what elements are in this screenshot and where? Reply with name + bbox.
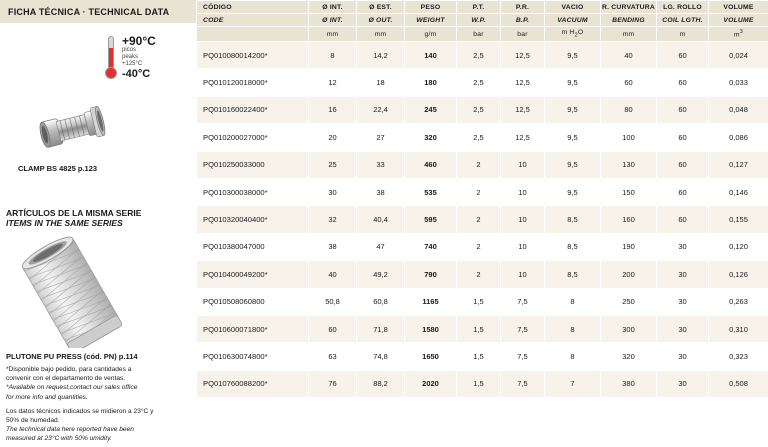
cell-de: 74,8 [357, 343, 405, 370]
cell-peso: 140 [405, 42, 457, 69]
cell-vol: 0,033 [709, 69, 768, 96]
cell-bend: 60 [601, 69, 657, 96]
temperature-range-block [104, 34, 192, 86]
note-line: Los datos técnicos indicados se midieron a 23°C y [6, 407, 154, 415]
cell-peso: 1580 [405, 315, 457, 342]
col-units-coil-length: m [657, 27, 709, 42]
cell-code: PQ010400049200* [197, 261, 309, 288]
cell-bend: 80 [601, 96, 657, 123]
cell-peso: 740 [405, 233, 457, 260]
series-title-es: ARTÍCULOS DE LA MISMA SERIE [6, 208, 142, 218]
cell-de: 14,2 [357, 42, 405, 69]
cell-wp: 2,5 [457, 124, 501, 151]
col-units-inner-diameter: mm [309, 27, 357, 42]
cell-di: 25 [309, 151, 357, 178]
header-row-units [197, 27, 768, 42]
cell-code: PQ010080014200* [197, 42, 309, 69]
table-row [197, 151, 768, 178]
col-header-weight-en: WEIGHT [405, 14, 457, 27]
cell-di: 12 [309, 69, 357, 96]
cell-de: 49,2 [357, 261, 405, 288]
cell-bend: 150 [601, 178, 657, 205]
cell-vol: 0,126 [709, 261, 768, 288]
cell-de: 18 [357, 69, 405, 96]
cell-vol: 0,024 [709, 42, 768, 69]
cell-vac: 9,5 [545, 151, 601, 178]
cell-di: 8 [309, 42, 357, 69]
cell-vol: 0,120 [709, 233, 768, 260]
col-header-inner-diameter-es: Ø INT. [309, 1, 357, 14]
cell-de: 27 [357, 124, 405, 151]
cell-di: 38 [309, 233, 357, 260]
cell-coil: 60 [657, 151, 709, 178]
technical-data-table [196, 0, 768, 398]
technical-data-table-wrap [196, 0, 768, 447]
cell-peso: 245 [405, 96, 457, 123]
cell-di: 20 [309, 124, 357, 151]
table-row [197, 69, 768, 96]
cell-coil: 30 [657, 288, 709, 315]
cell-code: PQ010160022400* [197, 96, 309, 123]
same-series-heading [6, 208, 192, 228]
cell-peso: 535 [405, 178, 457, 205]
peak-temperature-note [122, 47, 142, 68]
table-row [197, 178, 768, 205]
cell-coil: 30 [657, 233, 709, 260]
cell-de: 71,8 [357, 315, 405, 342]
cell-peso: 320 [405, 124, 457, 151]
cell-wp: 2,5 [457, 96, 501, 123]
cell-wp: 1,5 [457, 370, 501, 397]
clamp-fitting-image [28, 96, 124, 158]
thermometer-icon [104, 36, 118, 82]
cell-bend: 100 [601, 124, 657, 151]
cell-vol: 0,155 [709, 206, 768, 233]
cell-vac: 9,5 [545, 96, 601, 123]
table-head [197, 1, 768, 42]
cell-vac: 8,5 [545, 233, 601, 260]
cell-coil: 60 [657, 178, 709, 205]
col-units-vacuum: m $H_2O$ [545, 27, 601, 42]
cell-bp: 12,5 [501, 96, 545, 123]
cell-bp: 12,5 [501, 124, 545, 151]
cell-wp: 2,5 [457, 69, 501, 96]
cell-bp: 10 [501, 233, 545, 260]
note-line: measured at 23°C with 50% umidity. [6, 435, 112, 443]
cell-di: 60 [309, 315, 357, 342]
cell-vac: 9,5 [545, 69, 601, 96]
cell-di: 76 [309, 370, 357, 397]
col-header-vacuum-es: VACIO [545, 1, 601, 14]
note-line: The technical data here reported have been [6, 426, 134, 434]
col-header-working-pressure-en: W.P. [457, 14, 501, 27]
series-title-en: ITEMS IN THE SAME SERIES [6, 218, 123, 228]
col-header-weight-es: PESO [405, 1, 457, 14]
cell-di: 40 [309, 261, 357, 288]
table-row [197, 96, 768, 123]
note-line: 50% de humedad. [6, 417, 60, 425]
table-row [197, 343, 768, 370]
cell-wp: 2 [457, 178, 501, 205]
hose-caption: PLUTONE PU PRESS (cód. PN) p.114 [6, 352, 138, 361]
note-line: convenir con el departamento de ventas. [6, 375, 126, 383]
col-header-coil-length-en: COIL LGTH. [657, 14, 709, 27]
cell-peso: 1165 [405, 288, 457, 315]
col-header-working-pressure-es: P.T. [457, 1, 501, 14]
cell-de: 88,2 [357, 370, 405, 397]
footnotes [6, 366, 196, 445]
cell-coil: 30 [657, 315, 709, 342]
panel-title: FICHA TÉCNICA · TECHNICAL DATA [8, 6, 170, 17]
cell-code: PQ010600071800* [197, 315, 309, 342]
cell-code: PQ010630074800* [197, 343, 309, 370]
cell-coil: 60 [657, 42, 709, 69]
col-units-working-pressure: bar [457, 27, 501, 42]
cell-bend: 320 [601, 343, 657, 370]
col-units-bending-radius: mm [601, 27, 657, 42]
cell-peso: 2020 [405, 370, 457, 397]
col-header-code-es: CÓDIGO [197, 1, 309, 14]
col-header-vacuum-en: VACUUM [545, 14, 601, 27]
col-header-inner-diameter-en: Ø INT. [309, 14, 357, 27]
table-row [197, 261, 768, 288]
cell-code: PQ010300038000* [197, 178, 309, 205]
cell-vol: 0,048 [709, 96, 768, 123]
cell-vol: 0,310 [709, 315, 768, 342]
cell-wp: 2 [457, 233, 501, 260]
cell-bp: 7,5 [501, 288, 545, 315]
max-temperature-label: +90°C [122, 34, 156, 48]
note-line: *Disponible bajo pedido, para cantidades a [6, 366, 132, 373]
cell-di: 63 [309, 343, 357, 370]
cell-bp: 12,5 [501, 42, 545, 69]
cell-vol: 0,127 [709, 151, 768, 178]
cell-di: 32 [309, 206, 357, 233]
cell-code: PQ010320040400* [197, 206, 309, 233]
cell-de: 38 [357, 178, 405, 205]
cell-de: 40,4 [357, 206, 405, 233]
cell-bend: 160 [601, 206, 657, 233]
table-row [197, 288, 768, 315]
table-row [197, 315, 768, 342]
cell-bend: 130 [601, 151, 657, 178]
col-header-bending-radius-en: BENDING [601, 14, 657, 27]
note-line: for more info and quantities. [6, 393, 88, 401]
col-header-burst-pressure-es: P.R. [501, 1, 545, 14]
note-line: *Available on request,contact our sales office [6, 384, 138, 392]
col-header-bending-radius-es: R. CURVATURA [601, 1, 657, 14]
cell-di: 30 [309, 178, 357, 205]
header-row-en [197, 14, 768, 27]
cell-di: 50,8 [309, 288, 357, 315]
col-units-volume: $m^3$ [709, 27, 768, 42]
clamp-caption: CLAMP BS 4825 p.123 [18, 164, 98, 173]
cell-vac: 9,5 [545, 178, 601, 205]
col-header-outer-diameter-en: Ø OUT. [357, 14, 405, 27]
cell-wp: 2,5 [457, 42, 501, 69]
cell-bend: 40 [601, 42, 657, 69]
cell-wp: 1,5 [457, 343, 501, 370]
cell-bp: 10 [501, 178, 545, 205]
cell-wp: 2 [457, 261, 501, 288]
cell-vac: 8 [545, 343, 601, 370]
table-row [197, 42, 768, 69]
cell-bp: 12,5 [501, 69, 545, 96]
cell-coil: 30 [657, 343, 709, 370]
peaks-value: +125°C [122, 61, 143, 67]
cell-code: PQ010380047000 [197, 233, 309, 260]
table-row [197, 233, 768, 260]
cell-peso: 790 [405, 261, 457, 288]
cell-vol: 0,323 [709, 343, 768, 370]
cell-wp: 1,5 [457, 288, 501, 315]
col-header-coil-length-es: LG. ROLLO [657, 1, 709, 14]
col-units-outer-diameter: mm [357, 27, 405, 42]
col-header-burst-pressure-en: B.P. [501, 14, 545, 27]
col-header-outer-diameter-es: Ø EST. [357, 1, 405, 14]
cell-bp: 7,5 [501, 343, 545, 370]
cell-coil: 60 [657, 124, 709, 151]
cell-code: PQ010760088200* [197, 370, 309, 397]
cell-bend: 200 [601, 261, 657, 288]
cell-coil: 60 [657, 96, 709, 123]
table-row [197, 206, 768, 233]
cell-vol: 0,508 [709, 370, 768, 397]
table-row [197, 124, 768, 151]
cell-code: PQ010200027000* [197, 124, 309, 151]
cell-de: 22,4 [357, 96, 405, 123]
header-row-es [197, 1, 768, 14]
peaks-en: peaks [122, 54, 139, 60]
cell-wp: 2 [457, 151, 501, 178]
min-temperature-label: -40°C [122, 68, 151, 80]
cell-wp: 2 [457, 206, 501, 233]
cell-code: PQ010250033000 [197, 151, 309, 178]
cell-vac: 8 [545, 288, 601, 315]
cell-bend: 190 [601, 233, 657, 260]
cell-bp: 10 [501, 261, 545, 288]
cell-di: 16 [309, 96, 357, 123]
col-units-code [197, 27, 309, 42]
col-header-volume-es: VOLUME [709, 1, 768, 14]
cell-vac: 7 [545, 370, 601, 397]
cell-bp: 10 [501, 151, 545, 178]
cell-de: 33 [357, 151, 405, 178]
cell-peso: 180 [405, 69, 457, 96]
cell-code: PQ010120018000* [197, 69, 309, 96]
cell-peso: 1650 [405, 343, 457, 370]
col-units-burst-pressure: bar [501, 27, 545, 42]
cell-vac: 8,5 [545, 206, 601, 233]
cell-vac: 9,5 [545, 124, 601, 151]
col-units-weight: g/m [405, 27, 457, 42]
cell-wp: 1,5 [457, 315, 501, 342]
cell-vac: 8,5 [545, 261, 601, 288]
cell-bp: 7,5 [501, 315, 545, 342]
cell-de: 47 [357, 233, 405, 260]
cell-bend: 250 [601, 288, 657, 315]
cell-coil: 60 [657, 206, 709, 233]
cell-bend: 380 [601, 370, 657, 397]
table-row [197, 370, 768, 397]
cell-vol: 0,146 [709, 178, 768, 205]
cell-de: 60,8 [357, 288, 405, 315]
table-body [197, 42, 768, 398]
cell-vac: 8 [545, 315, 601, 342]
cell-vol: 0,086 [709, 124, 768, 151]
col-header-volume-en: VOLUME [709, 14, 768, 27]
cell-peso: 460 [405, 151, 457, 178]
peaks-es: picos [122, 47, 137, 53]
cell-coil: 60 [657, 69, 709, 96]
hose-product-image [6, 236, 146, 348]
cell-vac: 9,5 [545, 42, 601, 69]
panel-title-bar [0, 0, 196, 24]
cell-bend: 300 [601, 315, 657, 342]
left-info-panel [0, 0, 196, 447]
cell-coil: 30 [657, 370, 709, 397]
col-header-code-en: CODE [197, 14, 309, 27]
cell-bp: 7,5 [501, 370, 545, 397]
cell-bp: 10 [501, 206, 545, 233]
cell-coil: 30 [657, 261, 709, 288]
cell-peso: 595 [405, 206, 457, 233]
cell-vol: 0,263 [709, 288, 768, 315]
cell-code: PQ010508060800 [197, 288, 309, 315]
